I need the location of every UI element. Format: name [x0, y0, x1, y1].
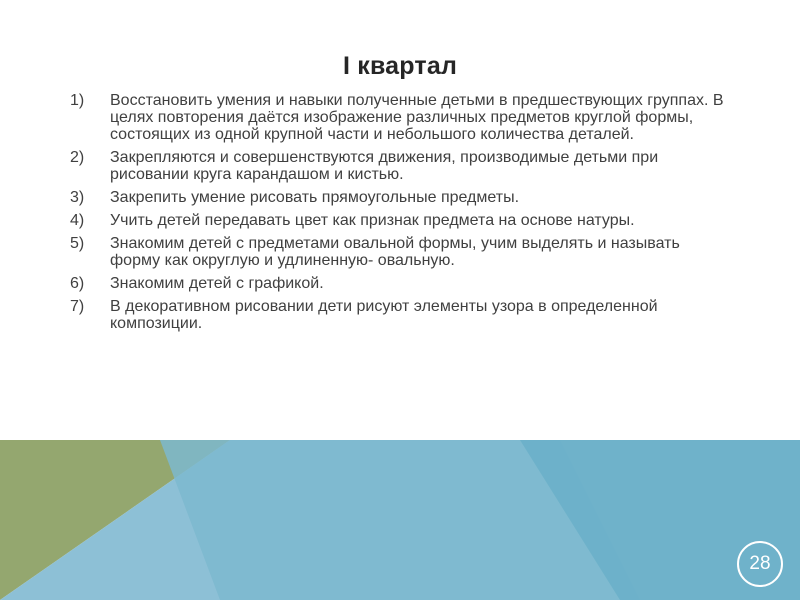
list-item	[70, 189, 730, 206]
slide-title: I квартал	[342, 52, 458, 80]
item-number: 4)	[70, 212, 85, 229]
item-number: 3)	[70, 189, 85, 206]
item-text: В декоративном рисовании дети рисуют элементы узора в определенной композиции.	[110, 298, 658, 332]
list-item	[70, 212, 730, 229]
item-number: 1)	[70, 92, 85, 109]
list-item	[70, 235, 730, 269]
list-item	[70, 275, 730, 292]
task-list	[70, 92, 730, 338]
item-number: 5)	[70, 235, 85, 252]
list-item	[70, 149, 730, 183]
item-text: Закрепить умение рисовать прямоугольные предметы.	[110, 189, 520, 206]
page-number-badge: 28	[737, 541, 783, 587]
item-text: Знакомим детей с предметами овальной формы, учим выделять и называть форму как округлую и удлиненную- овальную.	[110, 235, 680, 269]
list-item	[70, 298, 730, 332]
item-text: Восстановить умения и навыки полученные детьми в предшествующих группах. В целях повторения даётся изображение различных предметов круглой формы, состоящих из одной крупной части и небольшого количества деталей.	[110, 92, 724, 143]
item-number: 6)	[70, 275, 85, 292]
list-item	[70, 92, 730, 143]
item-text: Закрепляются и совершенствуются движения, производимые детьми при рисовании круга карандашом и кистью.	[110, 149, 659, 183]
item-text: Учить детей передавать цвет как признак предмета на основе натуры.	[110, 212, 635, 229]
item-number: 2)	[70, 149, 85, 166]
item-text: Знакомим детей с графикой.	[110, 275, 324, 292]
item-number: 7)	[70, 298, 85, 315]
